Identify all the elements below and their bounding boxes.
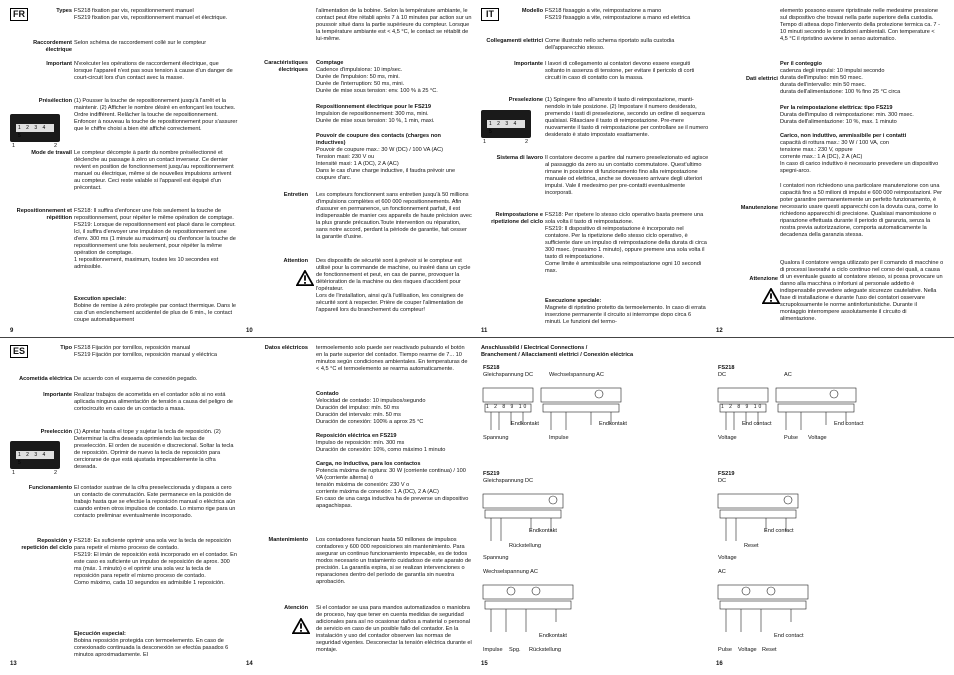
counter-device-illustration: 1 2 3 4 5: [10, 114, 60, 142]
section-text: Selon schéma de raccordement collé sur le compteur: [74, 40, 207, 46]
section-text: FS218 fissaggio a vite, reimpostazione a mano FS219 fissaggio a vite, reimpostazione a mano ed elettrica: [545, 8, 691, 21]
sub-heading: Reposición eléctrica en FS219: [316, 433, 397, 439]
section-label: Funcionamiento: [28, 485, 72, 491]
model-label: FS219: [483, 471, 500, 477]
page-number: 13: [10, 660, 17, 667]
page-12: [716, 8, 944, 334]
sub-heading: Carico, non induttivo, ammissibile per i contatti: [780, 133, 907, 139]
page-10: [246, 8, 472, 334]
reset-label: Rückstellung: [509, 543, 542, 549]
page-number: 11: [481, 327, 488, 334]
voltage-label: Spg.: [509, 647, 521, 653]
page-9: [10, 8, 238, 334]
end-contact-label: Endkontakt: [529, 528, 557, 534]
warning-icon: [762, 288, 780, 304]
page-number: 14: [246, 660, 253, 667]
page-number: 16: [716, 660, 723, 667]
end-contact-label: Endkontakt: [511, 421, 539, 427]
section-text: FS218: Il suffira d'enfoncer une fois seulement la touche de repositionnement, pour répéter le même opération de comptage. FS219: Lorsque de repositionnement est placé dans le compteur. Ici, il suffira d'envoyer une impulsion de repositionnement une d'env. 300 ms (1 minute au maximum) ou d'enfoncer la touche de repositionnement une fois seulement, pour répéter la même opération de comptage. 1 repositionnement, maximum, toutes les 10 secondes est admissible.: [74, 208, 236, 270]
section-label: Reposición y repetición del ciclo: [21, 538, 72, 551]
voltage-label: Spannung: [483, 435, 509, 441]
sub-heading: Pouvoir de coupure des contacts (charges non inductives): [316, 133, 441, 146]
page-15: [481, 345, 709, 667]
end-contact-label: Endkontakt: [599, 421, 627, 427]
section-text: Pouvoir de coupure max.: 30 W (DC) / 100 VA (AC) Tension maxi: 230 V ou Intensité maxi: 1 A (DC), 2 A (AC) Dans le cas d'une charge inductive, il faudra prévoir une coupure d'arc.: [316, 147, 456, 181]
section-text: Les compteurs fonctionnent sans entretien jusqu'à 50 millions d'impulsions complètes et 600 000 repositionnements. Afin d'assurer en permanence, un fonctionnement parfait, il est indispensable de manier ces appareils de haute précision avec la plus grande précaution.Toute intervention ou réparation, sans notre accord, perdant la période de garantie, fait cesser la garantie d'usine.: [316, 192, 472, 240]
end-contact-label: End contact: [834, 421, 864, 427]
page-number: 9: [10, 327, 14, 334]
special-heading: Execution speciale:: [74, 296, 127, 302]
section-label: Importante: [43, 392, 72, 398]
section-text: (1) Pousser la touche de repositionnement jusqu'à l'arrêt et la maintenir. (2) Afficher le nombre désiré en enfonçant les touches. Ordre indifférent. Relâcher la touche de repositionnement. Enfoncer à nouveau la touche de repositionnement pour s'assurer que le chiffre choisi a bien été affiché correctement.: [74, 98, 238, 132]
dc-label: DC: [718, 372, 727, 378]
language-badge: ES: [10, 345, 28, 358]
section-label: Repositionnement et répétition: [16, 208, 72, 221]
section-text: FS218: Es suficiente oprimir una sola vez la tecla de reposición para repetir el mismo proceso de contado. FS219: El imán de reposición está incorporado en el contador. En este caso es suficiente un impulso de reposición de aprox. 300 ms (máx. 1 minuto) o el oprimir una sola vez la tecla de reposición para repetir el mismo proceso de contado. Como máximo, cada 10 segundos es admisible 1 reposición.: [74, 538, 237, 586]
special-text: Bobina reposición protegida con termoelemento. En caso de conexionado continuada la desconexión se efectúa pasados 6 minutos aproximadamente. El: [74, 638, 229, 658]
ac-label: AC: [718, 569, 726, 575]
section-text: (1) Apretar hasta el tope y sujetar la tecla de reposición. (2) Determinar la cifra deseada oprimiendo las teclas de preselección. El orden de sucesión e discrecional. Soltar la tecla de reposición. Oprimir de nuevo la tecla de reposición para cerciorarse de que está ajustada impecablemente la cifra deseada.: [74, 429, 234, 470]
section-text: Realizar trabajos de acometida en el contador sólo si no está aplicada ninguna alimentación de tensión a causa del peligro de cortocircuito en caso de un contacto a masa.: [74, 392, 233, 412]
section-label: Preselezione: [508, 97, 543, 103]
section-label: Acometida eléctrica: [19, 376, 72, 382]
section-label: Dati elettrici: [745, 76, 778, 82]
section-text: I lavori di collegamento ai contatori devono essere eseguiti soltanto in assenza di tensione, per evitare il pericolo di corti circuiti in caso di contatto con la massa.: [545, 61, 695, 81]
end-contact-label: End contact: [774, 633, 804, 639]
section-text: Impulsion de repositionnement: 300 ms, mini. Durée de mise sous tension: 10 %, 1 min, maxi.: [316, 111, 435, 124]
sub-heading: Contado: [316, 391, 339, 397]
page-divider: [0, 337, 954, 338]
special-text: Magnete di ripristino protetto da termoelemento. In caso di errata inserzione permanente il circuito si interrompe dopo circa 6 minuti. Le funzioni del termo-: [545, 305, 706, 325]
special-heading: Esecuzione speciale:: [545, 298, 602, 304]
section-text: FS218: Per ripetere lo stesso ciclo operativo basta premere una sola volta il tasto di reimpostazione. FS219: Il dispositivo di reimpostazione è incorporato nel contatore. Per la ripetizione dello stesso ciclo operativo, è sufficiente dare un impulso di reimpostazione della durata di circa 300 msec. (massimo 1 minuto), oppure premere una sola volta il tasto di reimpostazione. Come limite è ammissibile una reimpostazione ogni 10 secondi max.: [545, 212, 707, 274]
end-contact-label: Endkontakt: [539, 633, 567, 639]
counter-device-illustration: 1 2 3 4 5: [481, 110, 531, 138]
section-label: Important: [46, 61, 72, 67]
section-text: capacità di rottura max.: 30 W / 100 VA, con tensione max.: 230 V, oppure corrente max.: 1 A (DC), 2 A (AC) In caso di carico induttivo è necessario prevedere un dispositivo spegni-arco.: [780, 140, 939, 174]
section-text: Le compteur décompte à partir du nombre présélectionné et déclenche au passage à zéro un contact inverseur. Ce dernier revient en position de fonctionnement jusqu'au repositionnement manuel ou électrique, même si de nouvelles impulsions arrivent au compteur. Ceci reste valable si l'appareil est équipé d'un précontact.: [74, 150, 234, 191]
section-text: De acuerdo con el esquema de conexión pegado.: [74, 376, 198, 382]
section-text: Velocidad de contado: 10 impulsos/segundo Duración del impulso: mín. 50 ms Duración del intervalo: mín. 50 ms Duración de conexión: 100% a aprox 25 °C: [316, 398, 426, 425]
callout-1: 1: [483, 139, 487, 145]
ac-label: AC: [784, 372, 792, 378]
section-text: I contatori non richiedono una particolare manutenzione con una capacità fino a 50 milioni di impulsi e 600 000 reimpostazioni. Per poter garantire permanentemente un perfetto funzionamento, è necessario usare questi apparecchi con la dovuta cura, come lo richiedono apparecchi di precisione. Qualsiasi manomissione o riparazione effettuata durante il periodo di garanzia, senza la nostra previa autorizzazione, comporta automaticamente la decadenza della garanzia stessa.: [780, 183, 942, 238]
section-label: Mode de travail: [31, 150, 72, 156]
fs219-dc-wiring-diagram: [716, 486, 816, 556]
continued-text: l'alimentation de la bobine. Selon la température ambiante, le contact peut être rétabli après 7 à 10 minutes par action sur un poussoir situé dans la partie supérieure du compteur. Lorsque la température ambiante est < 4,5 °C, le contact se rétablit de lui-même.: [316, 8, 472, 42]
section-label: Types: [56, 8, 72, 14]
section-label: Preelección: [40, 429, 72, 435]
end-contact-label: End contact: [764, 528, 794, 534]
section-text: Los contadores funcionan hasta 50 millones de impulsos contadores y 600 000 reposiciones sin mantenimiento. Para asegurar un continuo funcionamiento impecable, es de todos modos necesario un tratamiento cuidadoso de este aparato de precisión. La garantía expira, si se realizan intervenciones o reparaciones dentro del período de garantía sin nuestra aprobación.: [316, 537, 472, 585]
section-label: Collegamenti elettrici: [486, 38, 543, 44]
sub-heading: Carga, no inductiva, para los contactos: [316, 461, 421, 467]
warning-icon: [296, 270, 314, 286]
fs219-ac-wiring-diagram: [716, 577, 826, 647]
callout-2: 2: [54, 470, 58, 476]
reset-label: Rückstellung: [529, 647, 562, 653]
section-label: Importante: [514, 61, 543, 67]
dc-label: Gleichspannung DC: [483, 478, 534, 484]
model-label: FS218: [718, 365, 735, 371]
voltage-label: Voltage: [808, 435, 827, 441]
pulse-label: Pulse: [718, 647, 732, 653]
terminal-labels: 1 2 8 9 10: [721, 404, 764, 410]
callout-1: 1: [12, 143, 16, 149]
terminal-labels: 1 2 8 9 10: [486, 404, 529, 410]
section-text: Durata dell'impulso di reimpostazione: min. 300 msec. Durata dell'alimentazione: 10 %, max. 1 minuto: [780, 112, 914, 125]
voltage-label: Voltage: [718, 435, 737, 441]
section-text: FS218 Fijación por tornillos, reposición manual FS219 Fijación por tornillos, reposición manual y eléctrica: [74, 345, 218, 358]
voltage-label: Voltage: [738, 647, 757, 653]
section-text: Impulso de reposición: mín. 300 ms Duración de conexión: 10%, como máximo 1 minuto: [316, 440, 446, 453]
callout-2: 2: [54, 143, 58, 149]
language-badge: IT: [481, 8, 499, 21]
page-number: 12: [716, 327, 723, 334]
section-label: Reimpostazione e ripetizione del ciclo: [491, 212, 543, 225]
pulse-label: Pulse: [784, 435, 798, 441]
section-label: Modello: [521, 8, 543, 14]
section-label: Sistema di lavoro: [496, 155, 543, 161]
reset-label: Reset: [762, 647, 777, 653]
section-label: Atención: [284, 605, 308, 611]
section-text: FS218 fixation par vis, repositionnement manuel FS219 fixation par vis, repositionnement manuel et électrique.: [74, 8, 228, 21]
special-heading: Ejecución especial:: [74, 631, 126, 637]
section-text: Cadence d'impulsions: 10 imp/sec. Durée de l'impulsion: 50 ms, mini. Durée de l'interruption: 50 ms, mini. Durée de mise sous tension: env. 100 % à 25 °C.: [316, 67, 438, 94]
model-label: FS219: [718, 471, 735, 477]
section-text: N'exécuter les opérations de raccordement électrique, que lorsque l'appareil n'est pas sous tension à cause d'un danger de court-circuit lors d'un contact avec la masse.: [74, 61, 233, 81]
counter-device-illustration: 1 2 3 4 5: [10, 441, 60, 469]
voltage-label: Spannung: [483, 555, 509, 561]
page-14: [246, 345, 472, 667]
section-label: Attention: [283, 258, 308, 264]
section-label: Caractéristiques électriques: [264, 60, 308, 73]
callout-2: 2: [525, 139, 529, 145]
warning-icon: [292, 618, 310, 634]
section-label: Tipo: [60, 345, 72, 351]
end-contact-label: End contact: [742, 421, 772, 427]
voltage-label: Voltage: [718, 555, 737, 561]
continued-text: elemento possono essere ripristinate nelle medesime pressione sul dispositivo che trovasi nella parte superiore della custodia. Tempo di attesa dopo l'intervento della protezione termica ca. 7 - 10 minuti secondo le condizioni ambientali. Con temperature < 4,5 °C il ripristino avviene in senso automatico.: [780, 8, 940, 42]
section-text: Il contatore decorre a partire dal numero preselezionato ed agisce al passaggio da zero su un contatto commutatore. Quest'ultimo rimane in posizione di funzionamento fino alla reimpostazione manuale od elettrica, anche se dovessero arrivare degli ulteriori impulsi. Vale il medesimo per pre-contatti eventualmente incorporati.: [545, 155, 709, 196]
section-text: Qualora il contatore venga utilizzato per il comando di macchine o di processi lavorativi a ciclo continuo nel corso dei quali, a causa di un eventuale guasto al contatore stesso, si possa provocare un danno alla macchina o infortuni al personale addetto è indispensabile prevedere adeguate sicurezze cautelative. Nella fase di installazione e durante l'uso dei contatori osservare scrupolosamente le norme antinfortunistiche. Durante il montaggio interrompere assolutamente il circuito di alimentazione.: [780, 260, 944, 322]
ac-label: Wechselspannung AC: [483, 569, 538, 575]
fs219-ac-wiring-diagram: [481, 577, 591, 647]
language-badge: FR: [10, 8, 28, 21]
section-label: Présélection: [38, 98, 72, 104]
section-text: termoelemento solo puede ser reactivado pulsando el botón en la parte superior del contador. Tiempo rearme de 7... 10 minutos según condiciones ambientales. En temperaturas de < 4,5 °C el termoelemento se rearma automaticamente.: [316, 345, 468, 372]
section-label: Manutenzione: [740, 205, 778, 211]
section-text: cadenza degli impulsi: 10 impulsi secondo durata dell'impulso: min 50 msec. durata dell'intervallo: min 50 msec. durata dell'alimentazione: 100 % fino 25 °C circa: [780, 68, 901, 95]
section-text: Des dispositifs de sécurité sont à prévoir si le compteur est utilisé pour la commande de machine, ou inséré dans un cycle de fonctionnement et peut, en cas de panne, provoquer la détérioration de la machine ou des risques d'accident pour l'opérateur. Lors de l'installation, ainsi qu'à l'utilisation, les consignes de sécurité sont à respecter. Prière de couper l'alimentation de l'appareil lors du branchement du compteur!: [316, 258, 471, 313]
page-number: 10: [246, 327, 253, 334]
sub-heading: Per il conteggio: [780, 61, 822, 67]
pulse-label: Impulse: [483, 647, 503, 653]
special-text: Bobine de remise à zéro protegée par contact thermique. Dans le cas d'un enclenchement accidentel de plus de 6 min., le contact coupe automatiquement: [74, 303, 237, 323]
section-label: Raccordement électrique: [33, 40, 72, 53]
section-text: Come illustrato nello schema riportato sulla custodia dell'apparecchio stesso.: [545, 38, 675, 51]
page-11: [481, 8, 709, 334]
section-text: (1) Spingere fino all'arresto il tasto di reimpostazione, manti-nendolo in tale posizione. (2) Impostare il numero desiderato, premendo i tasti di preselezione, secondo un ordine di sequenza qualsiasi. Rilasciare il tasto di reimpostazione. Pre-mere nuovamente il tasto di reimpostazione per controllare se il numero desiderato è stato impostato esattamente.: [545, 97, 709, 138]
sub-heading: Comptage: [316, 60, 344, 66]
dc-label: DC: [718, 478, 727, 484]
ac-label: Wechselspannung AC: [549, 372, 604, 378]
section-text: Si el contador se usa para mandos automatizados o maniobra de proceso, hay que tener en cuenta medidas de seguridad adicionales para así no ocasionar daños a material o personal de servicio en caso de un posible fallo del contador. En la instalación y uso del contador observen las normas de seguridad vigentes. Desconectar la tensión eléctrica durante el montaje.: [316, 605, 472, 653]
section-text: Potencia máxima de ruptura: 30 W (corriente continua) / 100 VA (corriente alterna) ó tensión máxima de conexión: 230 V o corriente máxima de conexión: 1 A (DC), 2 A (AC) En caso de una carga inductiva ha de preverse un dispositivo apagachispas.: [316, 468, 469, 509]
pulse-label: Impulse: [549, 435, 569, 441]
reset-label: Reset: [744, 543, 759, 549]
section-text: El contador sustrae de la cifra preseleccionada y dispara a cero un contacto de conmutación. Este permanece en la posición de trabajo hasta que se efectúe la reposición manual o eléctrica aún cuando entren otros impulsos de contado. Lo mismo rige para un contacto preliminar eventualmente incorporado.: [74, 485, 236, 519]
sub-heading: Per la reimpostazione elettrica: tipo FS219: [780, 105, 893, 111]
callout-1: 1: [12, 470, 16, 476]
page-title: Anschlussbild / Electrical Connections / Branchement / Allacciamenti elettrici / Conexión eléctrica: [481, 345, 634, 358]
sub-heading: Repositionnement électrique pour le FS219: [316, 104, 432, 110]
page-13: [10, 345, 238, 667]
model-label: FS218: [483, 365, 500, 371]
section-label: Datos eléctricos: [264, 345, 308, 351]
section-label: Attenzione: [749, 276, 778, 282]
section-label: Mantenimiento: [268, 537, 308, 543]
section-label: Entretien: [283, 192, 308, 198]
page-16: [716, 345, 944, 667]
dc-label: Gleichspannung DC: [483, 372, 534, 378]
page-number: 15: [481, 660, 488, 667]
